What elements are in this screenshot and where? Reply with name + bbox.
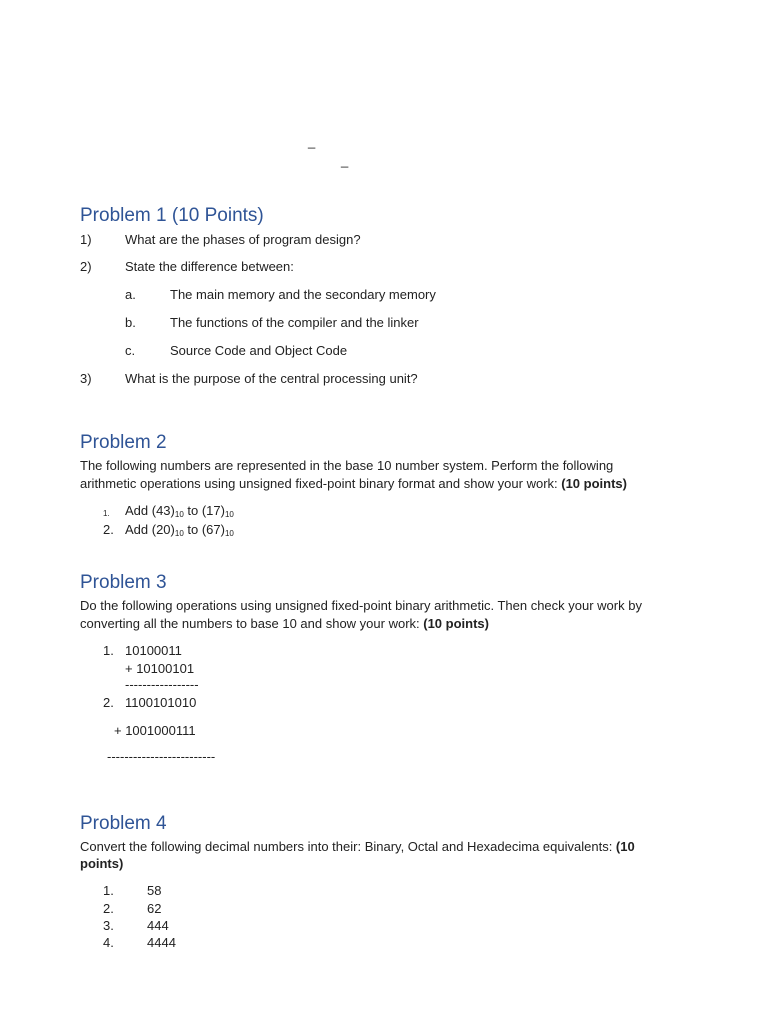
p2-item-2-number: 2. (103, 522, 114, 537)
p3-instructions-text: converting all the numbers to base 10 and show your work: (80, 616, 424, 631)
p2-instructions-line-2 (80, 476, 627, 492)
p1-q2a-letter: a. (125, 287, 136, 302)
p3-instructions-line-1: Do the following operations using unsigned fixed-point binary arithmetic. Then check your work by (80, 598, 642, 613)
p4-points-part-2: points) (80, 856, 124, 871)
p1-q1-number: 1) (80, 232, 92, 247)
p2-item-2-operand-b: to (67) (183, 522, 225, 537)
p4-item-1-number: 1. (103, 883, 114, 898)
p1-q2-number: 2) (80, 259, 92, 274)
p4-item-2-value: 62 (147, 901, 162, 916)
p4-item-1-value: 58 (147, 883, 162, 898)
p4-item-3-value: 444 (147, 918, 169, 933)
p3-item-2-number: 2. (103, 695, 114, 710)
problem-3-heading: Problem 3 (80, 572, 167, 593)
p3-item-1-operand-2: + 10100101 (125, 661, 195, 676)
p3-instructions-line-2 (80, 616, 489, 632)
p1-q2b-letter: b. (125, 315, 136, 330)
p3-item-2-operand-2: + 1001000111 (114, 723, 196, 738)
p2-instructions-text: arithmetic operations using unsigned fixed-point binary format and show your work: (80, 476, 562, 491)
problem-2-heading: Problem 2 (80, 432, 167, 453)
p2-item-1 (125, 503, 234, 519)
p4-item-4-number: 4. (103, 935, 114, 950)
p3-points: (10 points) (423, 616, 489, 631)
p1-q3-text: What is the purpose of the central processing unit? (125, 371, 418, 386)
problem-4-heading: Problem 4 (80, 813, 167, 834)
p2-item-1-number: 1. (103, 509, 110, 518)
problem-1-heading: Problem 1 (10 Points) (80, 205, 264, 226)
underscore-mark-1: _ (308, 134, 316, 149)
p1-q1-text: What are the phases of program design? (125, 232, 361, 247)
p2-item-1-base-b: 10 (224, 510, 234, 519)
p4-item-2-number: 2. (103, 901, 114, 916)
p3-item-2-rule: ------------------------- (107, 749, 216, 764)
p2-item-2-base-a: 10 (174, 529, 184, 538)
underscore-mark-2: _ (341, 153, 349, 168)
p1-q2a-text: The main memory and the secondary memory (170, 287, 436, 302)
p2-item-1-operand-b: to (17) (183, 503, 225, 518)
p4-item-3-number: 3. (103, 918, 114, 933)
p1-q2c-letter: c. (125, 343, 136, 358)
p1-q2b-text: The functions of the compiler and the linker (170, 315, 419, 330)
p2-instructions-line-1: The following numbers are represented in the base 10 number system. Perform the following (80, 458, 614, 473)
p4-item-4-value: 4444 (147, 935, 176, 950)
p1-q2-text: State the difference between: (125, 259, 294, 274)
p2-item-2-operand-a: Add (20) (125, 522, 175, 537)
p4-instructions-text: Convert the following decimal numbers into their: Binary, Octal and Hexadecima equivalents: (80, 839, 616, 854)
p2-points: (10 points) (561, 476, 627, 491)
p2-item-2 (125, 522, 234, 538)
p3-item-2-operand-1: 1100101010 (125, 695, 197, 710)
p2-item-2-base-b: 10 (224, 529, 234, 538)
p4-instructions-line-1 (80, 839, 635, 855)
p1-q3-number: 3) (80, 371, 92, 386)
p2-item-1-base-a: 10 (174, 510, 184, 519)
p2-item-1-operand-a: Add (43) (125, 503, 175, 518)
p4-points-part-1: (10 (615, 839, 635, 854)
p1-q2c-text: Source Code and Object Code (170, 343, 348, 358)
p3-item-1-operand-1: 10100011 (125, 643, 182, 658)
p3-item-1-rule: ----------------- (125, 677, 199, 692)
p3-item-1-number: 1. (103, 643, 114, 658)
